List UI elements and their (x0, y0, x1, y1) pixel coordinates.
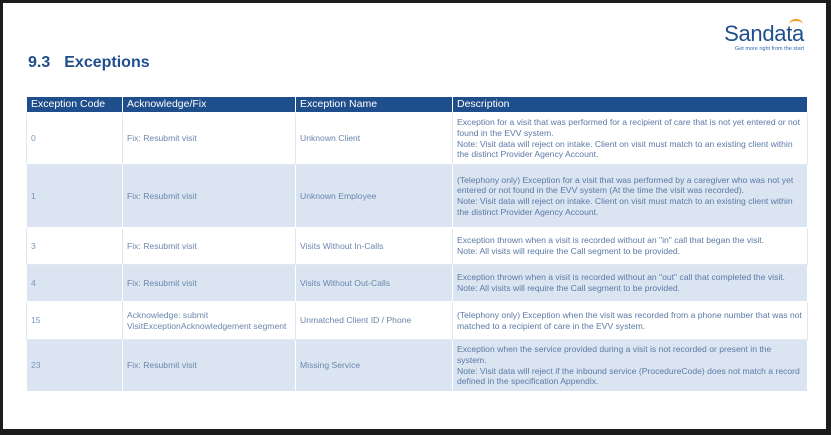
cell-description: (Telephony only) Exception for a visit that was performed by a caregiver who was not yet entered or not found in the EVV system (At the time the visit was recorded). Note: Visit data will reject on intake. Client on visit must match to an existing client within the distinct Provider Agency Account. (453, 165, 808, 228)
cell-description: Exception thrown when a visit is recorded without an "in" call that began the visit. Note: All visits will require the Call segment to be provided. (453, 228, 808, 265)
section-heading (28, 54, 150, 72)
table-row (27, 302, 808, 340)
cell-name: Visits Without In-Calls (296, 228, 453, 265)
header-description: Description (453, 97, 808, 113)
header-acknowledge-fix: Acknowledge/Fix (123, 97, 296, 113)
cell-description: Exception for a visit that was performed for a recipient of care that is not yet entered or not found in the EVV system. Note: Visit data will reject on intake. Client on visit must match to an existing client within the distinct Provider Agency Account. (453, 113, 808, 165)
cell-description: Exception thrown when a visit is recorded without an "out" call that completed the visit. Note: All visits will require the Call segment to be provided. (453, 265, 808, 302)
cell-code: 23 (27, 340, 123, 392)
cell-name: Unknown Client (296, 113, 453, 165)
exceptions-table (26, 96, 808, 392)
logo-wordmark: Sandata (724, 21, 804, 46)
cell-code: 3 (27, 228, 123, 265)
table-row (27, 265, 808, 302)
cell-fix: Fix: Resubmit visit (123, 165, 296, 228)
table-row (27, 113, 808, 165)
cell-code: 0 (27, 113, 123, 165)
table-row (27, 228, 808, 265)
table-row (27, 165, 808, 228)
sandata-logo (724, 23, 804, 53)
table-row (27, 340, 808, 392)
logo-tagline: Get more right from the start (734, 46, 804, 52)
section-title: Exceptions (64, 54, 150, 71)
section-number: 9.3 (28, 54, 51, 71)
cell-code: 4 (27, 265, 123, 302)
cell-name: Visits Without Out-Calls (296, 265, 453, 302)
cell-fix: Acknowledge: submit VisitExceptionAcknowledgement segment (123, 302, 296, 340)
cell-code: 1 (27, 165, 123, 228)
cell-fix: Fix: Resubmit visit (123, 340, 296, 392)
cell-name: Missing Service (296, 340, 453, 392)
cell-name: Unknown Employee (296, 165, 453, 228)
cell-name: Unmatched Client ID / Phone (296, 302, 453, 340)
cell-description: (Telephony only) Exception when the visit was recorded from a phone number that was not matched to a recipient of care in the EVV system. (453, 302, 808, 340)
cell-fix: Fix: Resubmit visit (123, 113, 296, 165)
cell-code: 15 (27, 302, 123, 340)
header-exception-code: Exception Code (27, 97, 123, 113)
header-exception-name: Exception Name (296, 97, 453, 113)
logo-arc-icon (789, 19, 803, 29)
cell-fix: Fix: Resubmit visit (123, 228, 296, 265)
table-header-row (27, 97, 808, 113)
cell-description: Exception when the service provided during a visit is not recorded or present in the system. Note: Visit data will reject if the inbound service (ProcedureCode) does not match a record defined in the specification Appendix. (453, 340, 808, 392)
cell-fix: Fix: Resubmit visit (123, 265, 296, 302)
